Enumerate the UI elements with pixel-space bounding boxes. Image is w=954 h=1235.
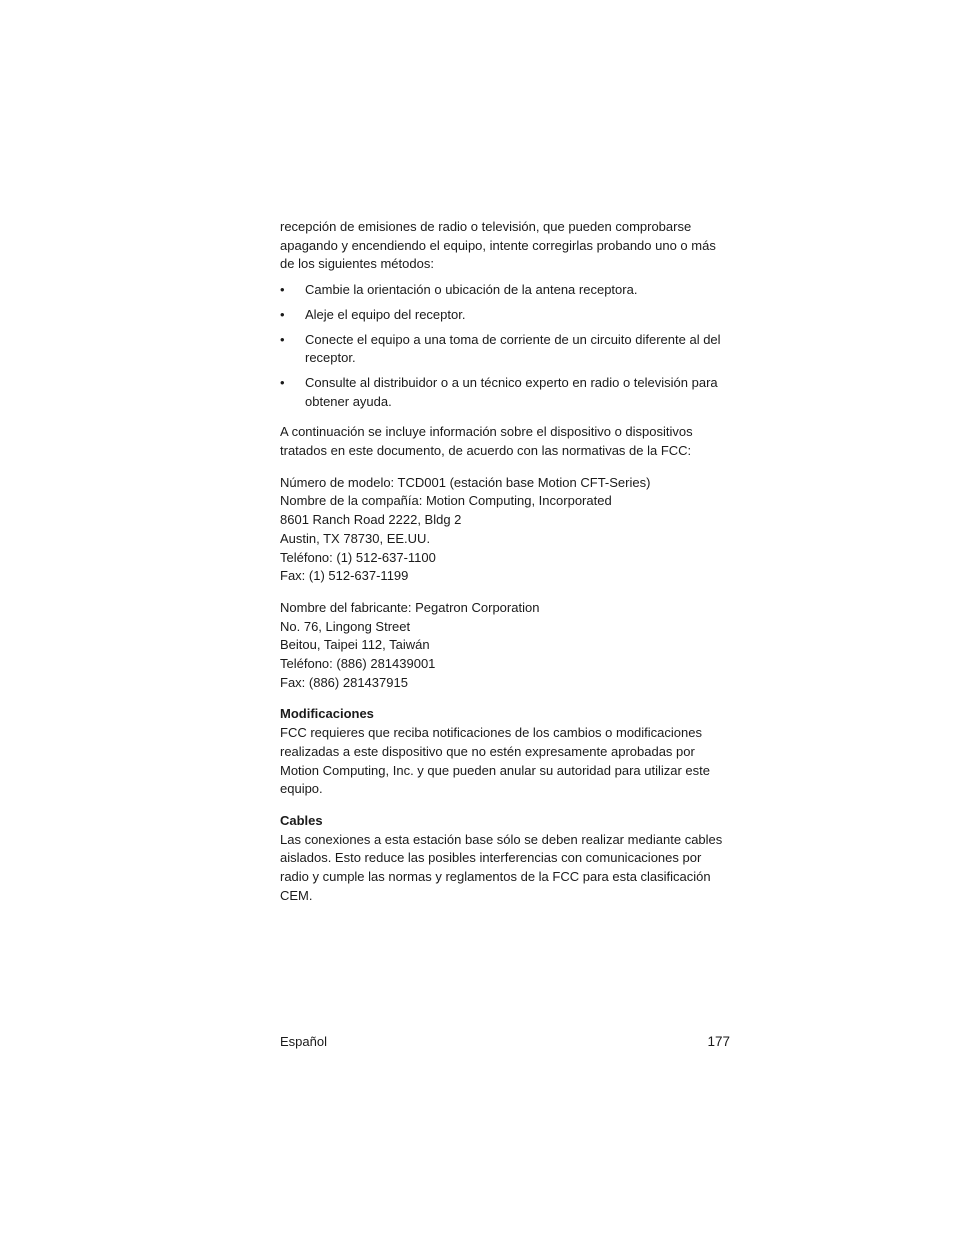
manufacturer-address-street: No. 76, Lingong Street (280, 618, 411, 634)
list-item-text: Cambie la orientación o ubicación de la antena receptora. (305, 282, 638, 298)
company-address-street: 8601 Ranch Road 2222, Bldg 2 (280, 512, 462, 528)
model-number: Número de modelo: TCD001 (estación base Motion CFT-Series) (280, 474, 651, 490)
list-item (280, 306, 732, 325)
company-phone: Teléfono: (1) 512-637-1100 (280, 549, 436, 565)
cables-text: Las conexiones a esta estación base sólo se deben realizar mediante cables aislados. Esto reduce las posibles interferencias con comunicaciones por radio y cumple las normas y reglamentos de la FCC para esta clasificación CEM. (280, 831, 723, 903)
info-paragraph: A continuación se incluye información sobre el dispositivo o dispositivos tratados en este documento, de acuerdo con las normativas de la FCC: (280, 424, 693, 459)
list-item (280, 331, 732, 368)
company-name: Nombre de la compañía: Motion Computing, Incorporated (280, 493, 612, 509)
bullet-icon: • (280, 374, 285, 390)
intro-paragraph: recepción de emisiones de radio o televisión, que pueden comprobarse apagando y encendiendo el equipo, intente corregirlas probando uno o más de los siguientes métodos: (280, 219, 716, 272)
company-info (280, 474, 732, 586)
manufacturer-info (280, 599, 732, 693)
methods-list (280, 281, 732, 411)
bullet-icon: • (280, 331, 285, 347)
manufacturer-fax: Fax: (886) 281437915 (280, 674, 408, 690)
modifications-heading: Modificaciones (280, 706, 374, 722)
page-body (280, 218, 732, 906)
bullet-icon: • (280, 282, 285, 298)
bullet-icon: • (280, 306, 285, 322)
modifications-text: FCC requieres que reciba notificaciones de los cambios o modificaciones realizadas a este dispositivo que no estén expresamente aprobadas por Motion Computing, Inc. y que pueden anular su autoridad para utilizar este equipo. (280, 725, 710, 797)
list-item (280, 374, 732, 411)
list-item-text: Consulte al distribuidor o a un técnico experto en radio o televisión para obtener ayuda. (305, 374, 718, 409)
modifications-section (280, 705, 732, 799)
cables-heading: Cables (280, 812, 323, 828)
list-item-text: Conecte el equipo a una toma de corriente de un circuito diferente al del receptor. (305, 331, 721, 366)
company-address-city: Austin, TX 78730, EE.UU. (280, 530, 431, 546)
list-item-text: Aleje el equipo del receptor. (305, 306, 466, 322)
company-fax: Fax: (1) 512-637-1199 (280, 568, 409, 584)
page-number: 177 (707, 1034, 730, 1049)
cables-section (280, 812, 732, 906)
manufacturer-name: Nombre del fabricante: Pegatron Corporation (280, 599, 540, 615)
list-item (280, 281, 732, 300)
footer-language: Español (280, 1034, 327, 1049)
manufacturer-address-city: Beitou, Taipei 112, Taiwán (280, 637, 430, 653)
manufacturer-phone: Teléfono: (886) 281439001 (280, 656, 436, 672)
